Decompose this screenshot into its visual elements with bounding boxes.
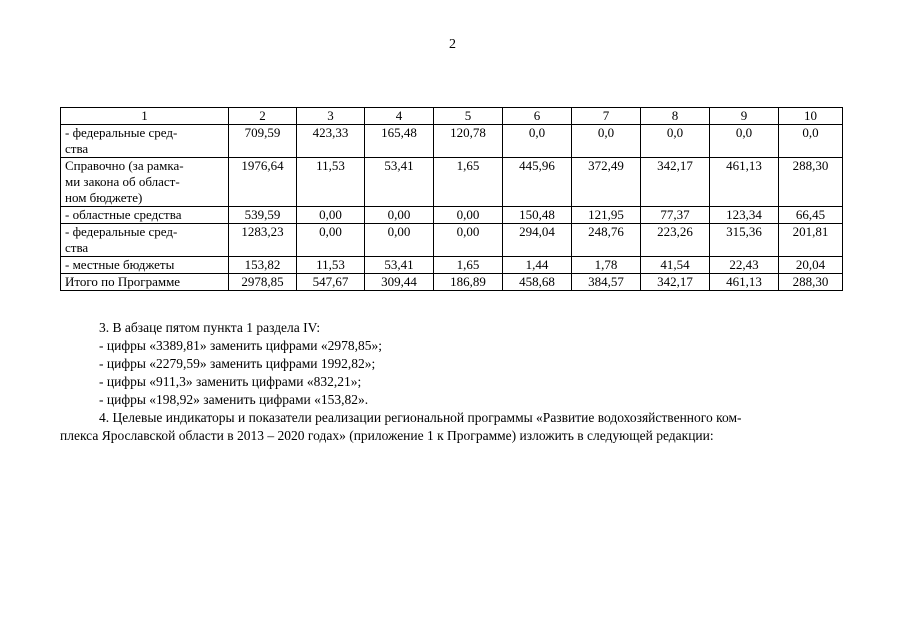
column-number-cell: 4 <box>365 108 434 125</box>
value-cell: 53,41 <box>365 257 434 274</box>
value-cell: 458,68 <box>503 274 572 291</box>
paragraph: - цифры «198,92» заменить цифрами «153,82». <box>99 392 369 407</box>
value-cell: 342,17 <box>641 158 710 207</box>
table-row <box>61 207 843 224</box>
paragraph: 4. Целевые индикаторы и показатели реализации региональной программы «Развитие водохозяйственного ком- плекса Ярославской области в 2013 – 2020 годах» (приложение 1 к Программе) изложить в следующей редакции: <box>60 410 742 443</box>
value-cell: 248,76 <box>572 224 641 257</box>
value-cell: 123,34 <box>710 207 779 224</box>
value-cell: 201,81 <box>779 224 843 257</box>
paragraph: - цифры «911,3» заменить цифрами «832,21»; <box>99 374 362 389</box>
value-cell: 165,48 <box>365 125 434 158</box>
row-label-cell: - областные средства <box>61 207 229 224</box>
value-cell: 0,00 <box>365 224 434 257</box>
value-cell: 223,26 <box>641 224 710 257</box>
value-cell: 288,30 <box>779 274 843 291</box>
column-number-cell: 8 <box>641 108 710 125</box>
paragraph: - цифры «2279,59» заменить цифрами 1992,82»; <box>99 356 376 371</box>
row-label-cell: - федеральные сред- ства <box>61 125 229 158</box>
table-row <box>61 257 843 274</box>
budget-table <box>60 107 843 291</box>
value-cell: 539,59 <box>229 207 297 224</box>
value-cell: 22,43 <box>710 257 779 274</box>
table-row <box>61 274 843 291</box>
value-cell: 150,48 <box>503 207 572 224</box>
value-cell: 0,00 <box>365 207 434 224</box>
value-cell: 309,44 <box>365 274 434 291</box>
table-header-row <box>61 108 843 125</box>
value-cell: 1976,64 <box>229 158 297 207</box>
row-label-cell: - местные бюджеты <box>61 257 229 274</box>
value-cell: 423,33 <box>297 125 365 158</box>
value-cell: 1,65 <box>434 257 503 274</box>
value-cell: 445,96 <box>503 158 572 207</box>
value-cell: 315,36 <box>710 224 779 257</box>
value-cell: 120,78 <box>434 125 503 158</box>
column-number-cell: 3 <box>297 108 365 125</box>
value-cell: 0,00 <box>434 224 503 257</box>
value-cell: 1,65 <box>434 158 503 207</box>
table-row <box>61 158 843 207</box>
value-cell: 294,04 <box>503 224 572 257</box>
value-cell: 20,04 <box>779 257 843 274</box>
value-cell: 372,49 <box>572 158 641 207</box>
value-cell: 384,57 <box>572 274 641 291</box>
paragraph: - цифры «3389,81» заменить цифрами «2978,85»; <box>99 338 382 353</box>
value-cell: 0,00 <box>297 207 365 224</box>
column-number-cell: 2 <box>229 108 297 125</box>
value-cell: 77,37 <box>641 207 710 224</box>
value-cell: 461,13 <box>710 274 779 291</box>
value-cell: 186,89 <box>434 274 503 291</box>
amendment-text <box>60 319 846 445</box>
value-cell: 11,53 <box>297 158 365 207</box>
table-row <box>61 125 843 158</box>
value-cell: 709,59 <box>229 125 297 158</box>
column-number-cell: 5 <box>434 108 503 125</box>
value-cell: 2978,85 <box>229 274 297 291</box>
column-number-cell: 1 <box>61 108 229 125</box>
page-number: 2 <box>449 37 456 52</box>
value-cell: 547,67 <box>297 274 365 291</box>
value-cell: 11,53 <box>297 257 365 274</box>
value-cell: 342,17 <box>641 274 710 291</box>
column-number-cell: 9 <box>710 108 779 125</box>
value-cell: 0,00 <box>297 224 365 257</box>
value-cell: 66,45 <box>779 207 843 224</box>
row-label-cell: - федеральные сред- ства <box>61 224 229 257</box>
value-cell: 1,78 <box>572 257 641 274</box>
value-cell: 288,30 <box>779 158 843 207</box>
value-cell: 0,0 <box>710 125 779 158</box>
column-number-cell: 7 <box>572 108 641 125</box>
value-cell: 1,44 <box>503 257 572 274</box>
value-cell: 0,0 <box>503 125 572 158</box>
column-number-cell: 10 <box>779 108 843 125</box>
row-label-cell: Справочно (за рамка- ми закона об област- ном бюджете) <box>61 158 229 207</box>
value-cell: 461,13 <box>710 158 779 207</box>
table-row <box>61 224 843 257</box>
value-cell: 41,54 <box>641 257 710 274</box>
value-cell: 121,95 <box>572 207 641 224</box>
value-cell: 0,0 <box>572 125 641 158</box>
value-cell: 53,41 <box>365 158 434 207</box>
paragraph: 3. В абзаце пятом пункта 1 раздела IV: <box>99 320 321 335</box>
value-cell: 0,0 <box>779 125 843 158</box>
value-cell: 153,82 <box>229 257 297 274</box>
value-cell: 0,00 <box>434 207 503 224</box>
row-label-cell: Итого по Программе <box>61 274 229 291</box>
value-cell: 0,0 <box>641 125 710 158</box>
column-number-cell: 6 <box>503 108 572 125</box>
value-cell: 1283,23 <box>229 224 297 257</box>
